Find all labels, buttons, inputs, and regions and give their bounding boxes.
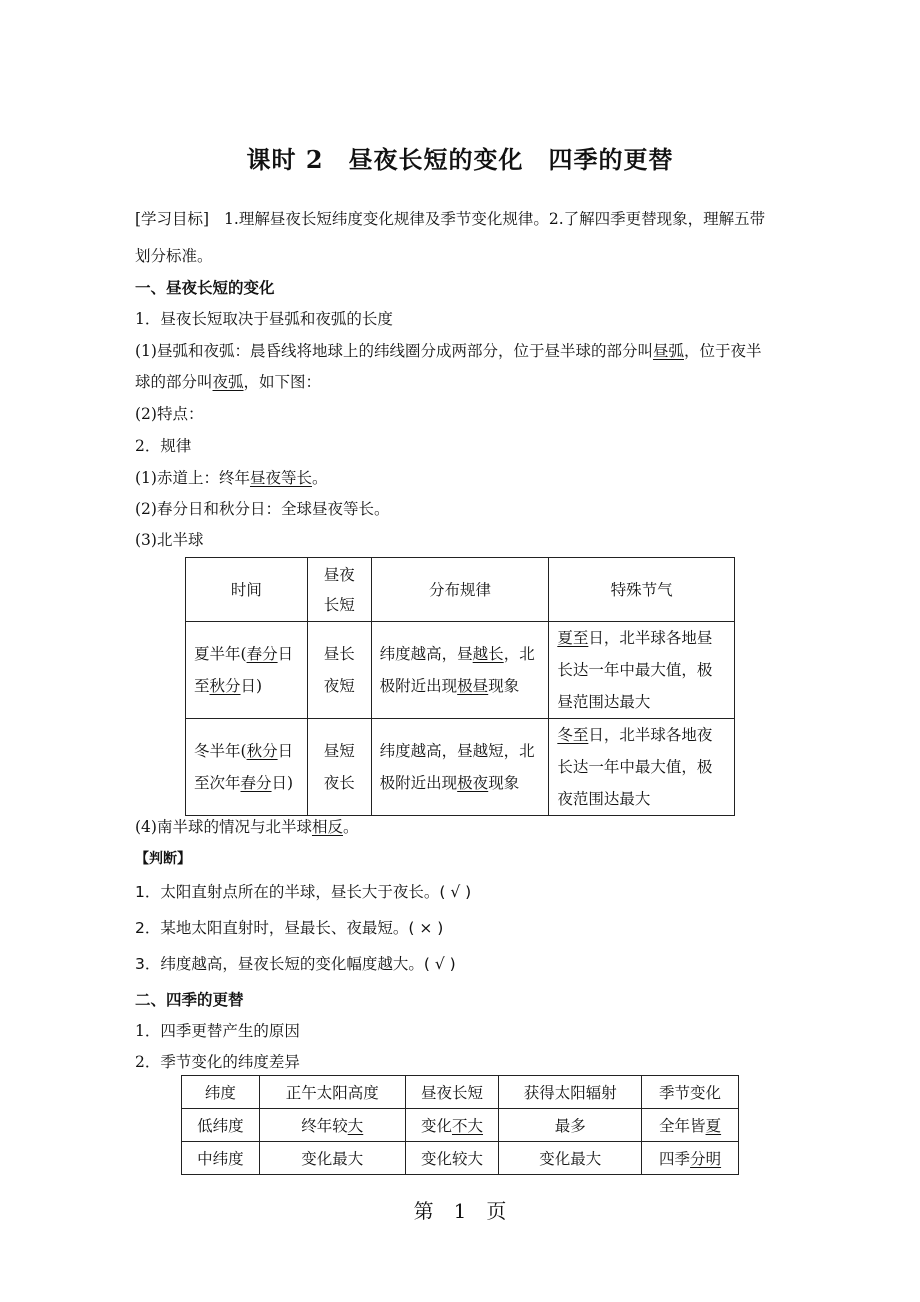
answer-blank: 分明 [690, 1150, 722, 1168]
text-run: (1)昼弧和夜弧：晨昏线将地球上的纬线圈分成两部分，位于昼半球的部分叫 [135, 342, 653, 360]
rule-equinox: (2)春分日和秋分日：全球昼夜等长。 [135, 500, 390, 518]
text-run: 冬半年( [194, 742, 247, 760]
header-cell-text: 昼夜 长短 [323, 565, 355, 614]
text-run: 至 [194, 677, 210, 695]
answer-blank: 相反 [311, 818, 343, 836]
table-cell: 变化较大 [405, 1142, 499, 1175]
judge-question-3: 3．纬度越高，昼夜长短的变化幅度越大。( √ ) [135, 955, 456, 973]
table-cell [259, 1109, 405, 1142]
text-run: 至次年 [194, 774, 241, 792]
table-cell [405, 1109, 499, 1142]
paragraph-arcs-line-2 [135, 370, 321, 392]
answer-blank: 极夜 [457, 774, 489, 792]
text-run: 球的部分叫 [135, 373, 213, 391]
text-run: 日 [277, 645, 294, 663]
text-run: ，如下图： [243, 373, 322, 391]
answer-blank: 昼弧 [652, 342, 684, 360]
northern-hemisphere-table [185, 557, 735, 816]
header-cell: 纬度 [182, 1076, 260, 1109]
distribution-cell [371, 719, 549, 816]
distribution-cell [371, 622, 549, 719]
header-cell: 昼夜长短 [405, 1076, 499, 1109]
table-cell: 变化最大 [259, 1142, 405, 1175]
time-cell [186, 622, 308, 719]
solar-term-cell [549, 719, 735, 816]
text-run: 纬度越高，昼 [379, 645, 473, 663]
table-cell: 最多 [499, 1109, 642, 1142]
time-cell [186, 719, 308, 816]
answer-blank: 冬至 [557, 726, 589, 744]
text-run: 极附近出现 [379, 774, 458, 792]
header-cell: 正午太阳高度 [259, 1076, 405, 1109]
header-cell: 获得太阳辐射 [499, 1076, 642, 1109]
table-row [182, 1109, 739, 1142]
paragraph-arcs-line-1 [135, 339, 762, 361]
answer-blank: 不大 [451, 1117, 483, 1135]
text-run: 夜长 [323, 774, 355, 792]
text-run: 夜范围达最大 [557, 790, 651, 808]
text-run: 纬度越高，昼越短，北 [379, 742, 535, 760]
table-cell: 低纬度 [182, 1109, 260, 1142]
rule-northern: (3)北半球 [135, 531, 204, 549]
header-cell: 时间 [186, 558, 308, 622]
text-run: 长达一年中最大值，极 [557, 758, 713, 776]
text-run: 终年较 [301, 1117, 348, 1135]
latitude-season-table [181, 1075, 739, 1175]
paragraph-features: (2)特点： [135, 405, 204, 423]
text-run: 极附近出现 [379, 677, 458, 695]
text-run: (4)南半球的情况与北半球 [135, 818, 312, 836]
page-number: 第 1 页 [413, 1199, 507, 1223]
header-cell: 季节变化 [642, 1076, 739, 1109]
table-header-row [186, 558, 735, 622]
table-row [182, 1142, 739, 1175]
text-run: 全年皆 [659, 1117, 706, 1135]
text-run: 现象 [488, 677, 520, 695]
section2-heading: 二、四季的更替 [135, 991, 244, 1009]
text-run: (1)赤道上：终年 [135, 469, 250, 487]
table-cell: 变化最大 [499, 1142, 642, 1175]
text-run: 昼范围达最大 [557, 693, 651, 711]
answer-blank: 大 [347, 1117, 364, 1135]
judge-label: 【判断】 [135, 851, 191, 867]
rule-southern [135, 815, 359, 837]
section1-heading: 一、昼夜长短的变化 [135, 279, 275, 297]
text-run: 变化 [420, 1117, 452, 1135]
table-cell [642, 1109, 739, 1142]
section1-item1: 1．昼夜长短取决于昼弧和夜弧的长度 [135, 310, 393, 328]
text-run: 四季 [659, 1150, 691, 1168]
objectives-line-2: 划分标准。 [135, 247, 213, 265]
answer-blank: 夜弧 [212, 373, 244, 391]
answer-blank: 春分 [240, 774, 272, 792]
text-run: 日) [271, 774, 294, 792]
header-cell [307, 558, 371, 622]
answer-blank: 昼夜等长 [249, 469, 312, 487]
objectives-text: 1.理解昼夜长短纬度变化规律及季节变化规律。2.了解四季更替现象，理解五带 [224, 210, 766, 228]
answer-blank: 极昼 [457, 677, 489, 695]
daynight-cell [307, 719, 371, 816]
answer-blank: 越长 [472, 645, 504, 663]
answer-blank: 夏至 [557, 629, 589, 647]
header-cell: 特殊节气 [549, 558, 735, 622]
objectives-label: [学习目标] [135, 210, 210, 228]
rule-equator [135, 466, 328, 488]
text-run: 日 [277, 742, 294, 760]
text-run: ，北 [503, 645, 535, 663]
answer-blank: 秋分 [246, 742, 278, 760]
daynight-cell [307, 622, 371, 719]
text-run: 日) [240, 677, 263, 695]
section2-item1: 1．四季更替产生的原因 [135, 1022, 300, 1040]
table-cell [642, 1142, 739, 1175]
text-run: 长达一年中最大值，极 [557, 661, 713, 679]
text-run: 昼长 [323, 645, 355, 663]
table-row [186, 719, 735, 816]
page-title: 课时 2 昼夜长短的变化 四季的更替 [246, 145, 674, 174]
text-run: 夜短 [323, 677, 355, 695]
header-cell: 分布规律 [371, 558, 549, 622]
text-run: 。 [311, 469, 328, 487]
text-run: 昼短 [323, 742, 355, 760]
text-run: 日，北半球各地昼 [588, 629, 713, 647]
text-run: 现象 [488, 774, 520, 792]
answer-blank: 秋分 [209, 677, 241, 695]
answer-blank: 春分 [246, 645, 278, 663]
text-run: 。 [342, 818, 359, 836]
table-header-row [182, 1076, 739, 1109]
judge-question-2: 2．某地太阳直射时，昼最长、夜最短。( × ) [135, 919, 444, 937]
section2-item2: 2．季节变化的纬度差异 [135, 1053, 300, 1071]
section1-item2: 2．规律 [135, 437, 192, 455]
solar-term-cell [549, 622, 735, 719]
table-cell: 中纬度 [182, 1142, 260, 1175]
judge-question-1: 1．太阳直射点所在的半球，昼长大于夜长。( √ ) [135, 883, 472, 901]
text-run: 夏半年( [194, 645, 247, 663]
table-row [186, 622, 735, 719]
objectives-line-1 [135, 207, 765, 229]
text-run: ，位于夜半 [683, 342, 762, 360]
text-run: 日，北半球各地夜 [588, 726, 713, 744]
answer-blank: 夏 [705, 1117, 722, 1135]
